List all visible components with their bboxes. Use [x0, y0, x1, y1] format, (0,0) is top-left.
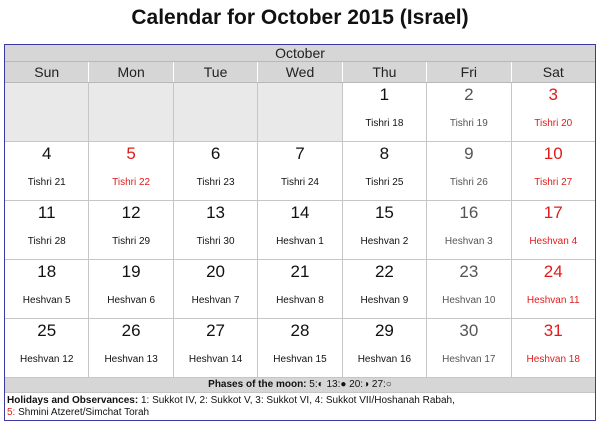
day-cell[interactable]	[5, 260, 89, 318]
day-number: 27	[206, 321, 226, 340]
hebrew-date: Heshvan 6	[107, 295, 156, 306]
week-row	[5, 201, 595, 260]
page-title: Calendar for October 2015 (Israel)	[131, 6, 469, 29]
day-cell[interactable]	[174, 201, 258, 259]
weekday-thu: Thu	[343, 62, 427, 82]
hebrew-date: Tishri 25	[365, 177, 404, 188]
day-cell[interactable]	[427, 83, 511, 141]
holidays-line-2-number: 5:	[7, 407, 16, 418]
weekday-mon: Mon	[89, 62, 173, 82]
day-number: 29	[374, 321, 394, 340]
day-cell[interactable]	[427, 260, 511, 318]
hebrew-date: Heshvan 9	[360, 295, 409, 306]
hebrew-date: Heshvan 7	[191, 295, 240, 306]
day-number: 22	[374, 262, 394, 281]
day-cell[interactable]	[512, 319, 595, 377]
weekday-sat: Sat	[542, 64, 564, 80]
day-cell[interactable]	[89, 142, 173, 200]
day-number: 18	[37, 262, 57, 281]
empty-day-cell	[174, 83, 258, 141]
day-cell[interactable]	[174, 319, 258, 377]
day-cell[interactable]	[258, 319, 342, 377]
empty-day-cell	[5, 83, 89, 141]
hebrew-date: Tishri 19	[449, 118, 488, 129]
day-number: 17	[543, 203, 563, 222]
week-row	[5, 319, 595, 378]
day-cell[interactable]	[258, 201, 342, 259]
day-number: 4	[41, 144, 52, 163]
hebrew-date: Heshvan 1	[276, 236, 324, 247]
day-number: 3	[548, 85, 558, 104]
day-cell[interactable]	[343, 260, 427, 318]
day-number: 28	[290, 321, 310, 340]
day-cell[interactable]	[343, 142, 427, 200]
day-cell[interactable]	[89, 319, 173, 377]
day-number: 5	[126, 144, 136, 163]
week-row	[5, 83, 595, 142]
empty-day-cell	[258, 83, 342, 141]
holidays-label: Holidays and Observances:	[7, 395, 139, 406]
moon-phases-row	[5, 378, 595, 393]
calendar-table	[4, 44, 596, 421]
day-cell[interactable]	[174, 260, 258, 318]
hebrew-date: Tishri 22	[112, 177, 151, 188]
weekday-wed: Wed	[258, 62, 342, 82]
day-number: 1	[379, 85, 390, 104]
hebrew-date: Tishri 20	[534, 118, 573, 129]
calendar-grid	[5, 83, 595, 378]
day-number: 8	[379, 144, 390, 163]
hebrew-date: Heshvan 4	[529, 236, 578, 247]
day-cell[interactable]	[343, 201, 427, 259]
day-number: 12	[121, 203, 141, 222]
holidays-line-2-text: Shmini Atzeret/Simchat Torah	[15, 407, 150, 418]
hebrew-date: Heshvan 14	[188, 354, 243, 365]
day-number: 11	[37, 203, 56, 222]
day-cell[interactable]	[343, 83, 427, 141]
hebrew-date: Heshvan 2	[360, 236, 409, 247]
day-number: 2	[464, 85, 474, 104]
hebrew-date: Heshvan 16	[357, 354, 412, 365]
weekday-tue: Tue	[174, 62, 258, 82]
holidays-line-1: 1: Sukkot IV, 2: Sukkot V, 3: Sukkot VI, 4: Sukkot VII/Hoshanah Rabah,	[140, 395, 455, 406]
day-number: 6	[210, 144, 221, 163]
day-number: 21	[290, 262, 310, 281]
hebrew-date: Heshvan 15	[273, 354, 327, 365]
day-number: 14	[290, 203, 310, 222]
day-number: 26	[121, 321, 141, 340]
day-cell[interactable]	[5, 201, 89, 259]
day-cell[interactable]	[5, 142, 89, 200]
moon-phases-values: 5:◐ 13:● 20:◑ 27:○	[309, 379, 392, 390]
hebrew-date: Heshvan 8	[276, 295, 324, 306]
day-number: 19	[121, 262, 141, 281]
day-cell[interactable]	[512, 201, 595, 259]
day-number: 30	[459, 321, 479, 340]
day-number: 7	[295, 144, 305, 163]
day-cell[interactable]	[512, 142, 595, 200]
day-cell[interactable]	[343, 319, 427, 377]
hebrew-date: Heshvan 13	[104, 354, 158, 365]
month-header: October	[5, 45, 595, 62]
week-row	[5, 260, 595, 319]
day-number: 24	[543, 262, 563, 281]
day-number: 31	[543, 321, 563, 340]
hebrew-date: Heshvan 11	[526, 295, 580, 306]
day-cell[interactable]	[258, 142, 342, 200]
empty-day-cell	[89, 83, 173, 141]
hebrew-date: Heshvan 10	[442, 295, 496, 306]
day-number: 10	[543, 144, 563, 163]
hebrew-date: Heshvan 3	[444, 236, 493, 247]
day-cell[interactable]	[512, 260, 595, 318]
hebrew-date: Heshvan 18	[526, 354, 580, 365]
day-cell[interactable]	[258, 260, 342, 318]
hebrew-date: Tishri 30	[196, 236, 235, 247]
hebrew-date: Heshvan 5	[22, 295, 71, 306]
day-cell[interactable]	[89, 201, 173, 259]
day-number: 16	[459, 203, 479, 222]
weekday-sun: Sun	[5, 62, 89, 82]
weekday-header-row	[5, 62, 595, 83]
day-number: 20	[206, 262, 226, 281]
day-number: 23	[459, 262, 479, 281]
day-cell[interactable]	[512, 83, 595, 141]
week-row	[5, 142, 595, 201]
hebrew-date: Tishri 27	[534, 177, 573, 188]
day-cell[interactable]	[427, 201, 511, 259]
day-cell[interactable]	[5, 319, 89, 377]
day-cell[interactable]	[89, 260, 173, 318]
moon-phases-label: Phases of the moon:	[208, 379, 307, 390]
weekday-fri: Fri	[427, 62, 511, 82]
hebrew-date: Heshvan 12	[20, 354, 74, 365]
hebrew-date: Tishri 23	[196, 177, 235, 188]
hebrew-date: Tishri 21	[27, 177, 66, 188]
day-number: 9	[464, 144, 474, 163]
hebrew-date: Heshvan 17	[442, 354, 496, 365]
hebrew-date: Tishri 29	[112, 236, 151, 247]
hebrew-date: Tishri 26	[449, 177, 488, 188]
day-cell[interactable]	[427, 319, 511, 377]
hebrew-date: Tishri 24	[280, 177, 319, 188]
day-cell[interactable]	[427, 142, 511, 200]
day-number: 15	[374, 203, 394, 222]
hebrew-date: Tishri 28	[27, 236, 66, 247]
day-cell[interactable]	[174, 142, 258, 200]
day-number: 13	[206, 203, 226, 222]
day-number: 25	[37, 321, 57, 340]
holidays-section	[5, 393, 595, 420]
hebrew-date: Tishri 18	[365, 118, 404, 129]
